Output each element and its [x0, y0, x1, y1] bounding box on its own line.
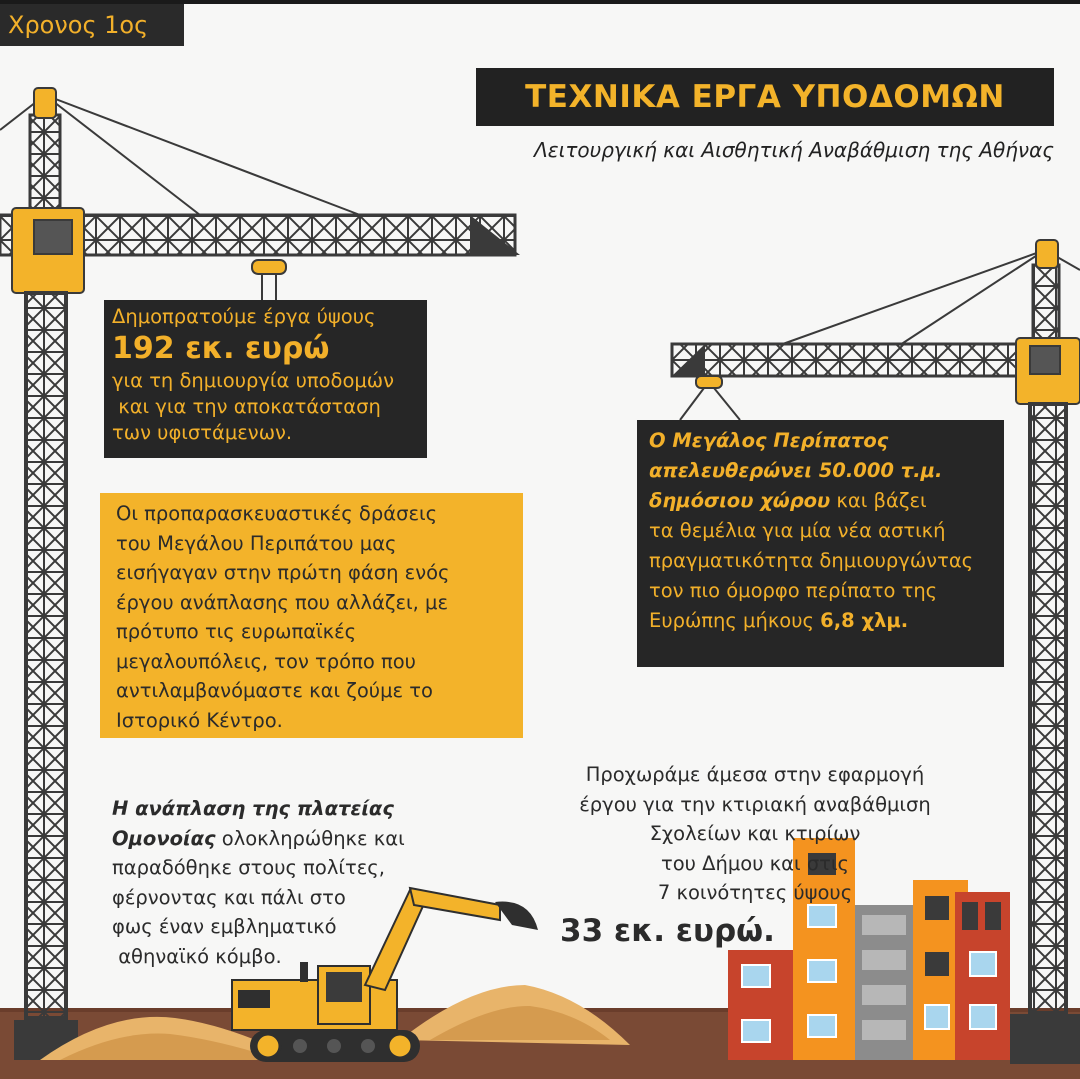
- prep-actions-box: [100, 493, 523, 738]
- page-subtitle: Λειτουργική και Αισθητική Αναβάθμιση της Αθήνας: [534, 138, 1054, 162]
- walk-bold-1: Ο Μεγάλος Περίπατος: [649, 429, 889, 452]
- schools-line-3: Σχολείων και κτιρίων: [649, 822, 861, 845]
- auction-amount: 192 εκ. ευρώ: [112, 331, 330, 366]
- schools-amount: 33 εκ. ευρώ.: [560, 912, 775, 949]
- walk-line-4: τα θεμέλια για μία νέα αστική: [649, 519, 946, 542]
- prep-line: έργου ανάπλασης που αλλάζει, με: [116, 590, 448, 614]
- omonoia-rest-2: ολοκληρώθηκε και: [215, 826, 405, 850]
- schools-line-5: 7 κοινότητες ύψους: [657, 881, 853, 904]
- grand-walk-box: [637, 420, 1004, 667]
- omonoia-bold-2: Ομονοίας: [112, 826, 216, 850]
- auction-box: [104, 300, 427, 458]
- auction-line-3: για τη δημιουργία υποδομών: [112, 369, 395, 392]
- year-badge: Χρονος 1ος: [0, 4, 184, 46]
- schools-line-4: του Δήμου και στις: [661, 851, 849, 875]
- auction-line-1: Δημοπρατούμε έργα ύψους: [112, 305, 376, 328]
- auction-line-4: και για την αποκατάσταση: [112, 395, 381, 418]
- walk-rest-3: και βάζει: [830, 489, 927, 512]
- walk-line-6: τον πιο όμορφο περίπατο της: [649, 579, 938, 602]
- schools-line-2: έργου για την κτιριακή αναβάθμιση: [579, 792, 931, 816]
- omonoia-line-5: φως έναν εμβληματικό: [112, 915, 337, 938]
- walk-line-7: Ευρώπης μήκους: [649, 609, 821, 632]
- schools-line-1: Προχωράμε άμεσα στην εφαρμογή: [585, 763, 925, 786]
- auction-line-5: των υφιστάμενων.: [112, 421, 293, 444]
- prep-line: πρότυπο τις ευρωπαϊκές: [116, 620, 357, 643]
- prep-line: Οι προπαρασκευαστικές δράσεις: [116, 502, 438, 525]
- omonoia-text: [112, 794, 405, 971]
- omonoia-line-4: φέρνοντας και πάλι στο: [112, 885, 346, 909]
- page-title: ΤΕΧΝΙΚΑ ΕΡΓΑ ΥΠΟΔΟΜΩΝ: [476, 68, 1054, 126]
- omonoia-bold-1: Η ανάπλαση της πλατείας: [112, 797, 394, 820]
- prep-line: μεγαλουπόλεις, τον τρόπο που: [116, 649, 416, 673]
- walk-length: 6,8 χλμ.: [820, 609, 909, 632]
- prep-line: Ιστορικό Κέντρο.: [116, 708, 283, 732]
- schools-text: [560, 760, 950, 954]
- prep-line: εισήγαγαν στην πρώτη φάση ενός: [116, 561, 450, 584]
- prep-line: αντιλαμβανόμαστε και ζούμε το: [116, 679, 433, 702]
- walk-bold-3: δημόσιου χώρου: [649, 489, 831, 512]
- walk-line-5: πραγματικότητα δημιουργώντας: [649, 549, 974, 572]
- walk-bold-2: απελευθερώνει 50.000 τ.μ.: [649, 459, 943, 482]
- omonoia-line-6: αθηναϊκό κόμβο.: [112, 944, 282, 968]
- prep-line: του Μεγάλου Περιπάτου μας: [116, 531, 397, 555]
- omonoia-line-3: παραδόθηκε στους πολίτες,: [112, 856, 385, 879]
